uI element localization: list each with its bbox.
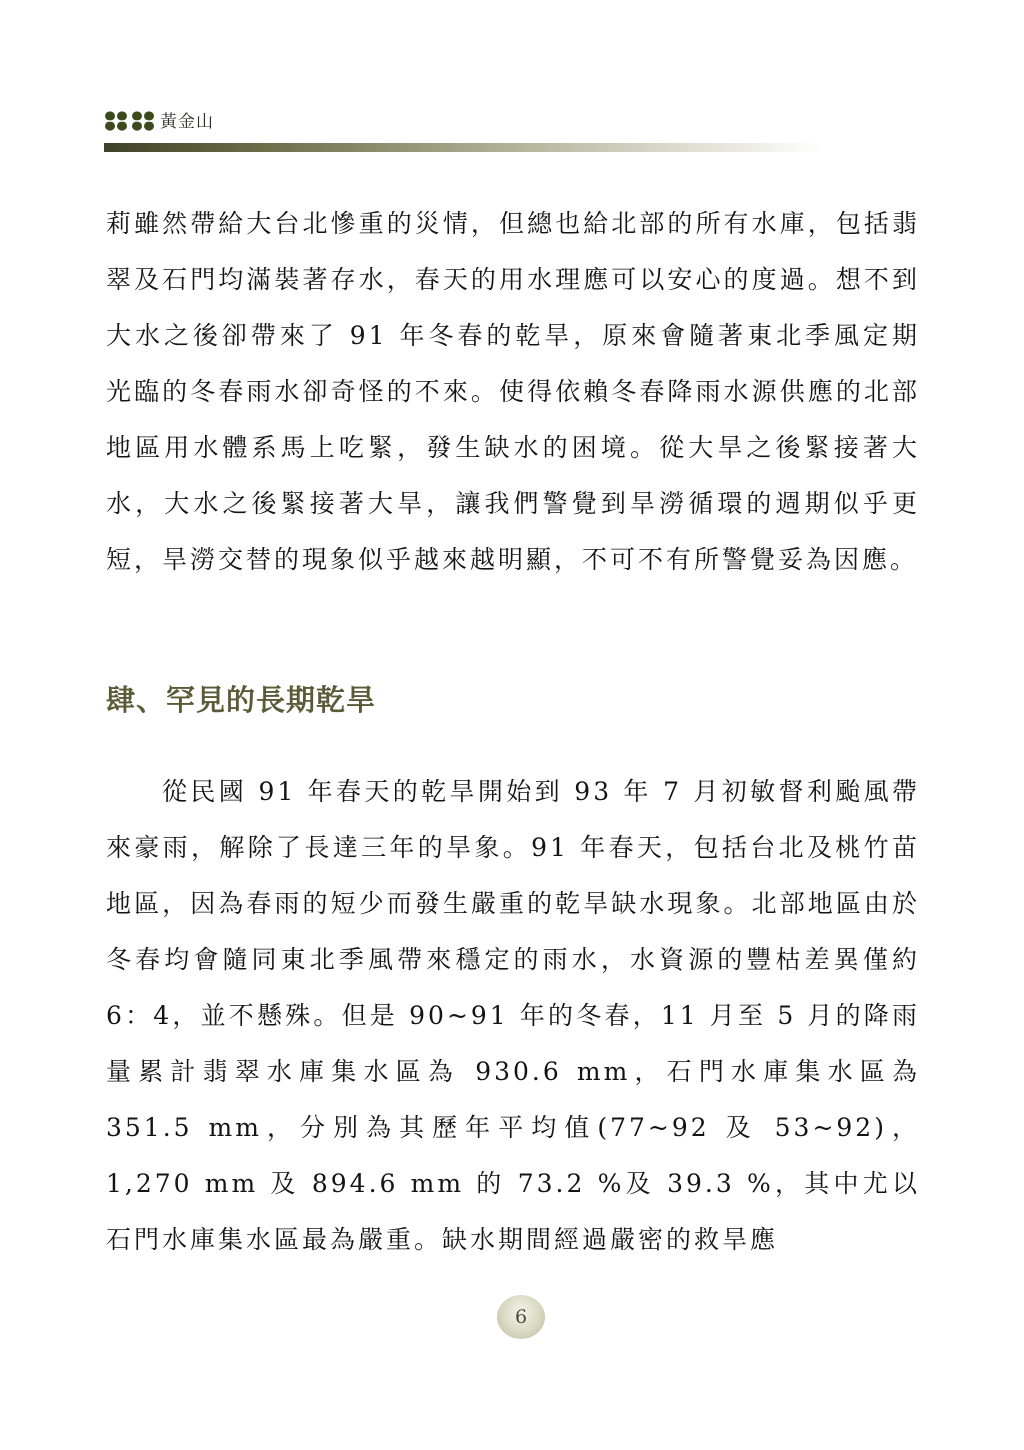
section-heading: 肆、罕見的長期乾旱 [106,683,377,717]
page-number: 6 [497,1295,545,1339]
header-divider [104,143,824,152]
header-author-name: 黃金山 [160,112,214,132]
page-header [104,104,804,144]
body-paragraph-1: 莉雖然帶給大台北慘重的災情，但總也給北部的所有水庫，包括翡翠及石門均滿裝著存水，春天的用水理應可以安心的度過。想不到大水之後卻帶來了 91 年冬春的乾旱，原來會隨著東北季風定期光臨的冬春雨水卻奇怪的不來。使得依賴冬春降雨水源供應的北部地區用水體系馬上吃緊，發生缺水的困境。從大旱之後緊接著大水，大水之後緊接著大旱，讓我們警覺到旱澇循環的週期似乎更短，旱澇交替的現象似乎越來越明顯，不可不有所警覺妥為因應。 [106,209,920,574]
four-leaf-logo-icon [104,110,158,132]
body-paragraph-2: 從民國 91 年春天的乾旱開始到 93 年 7 月初敏督利颱風帶來豪雨，解除了長達三年的旱象。91 年春天，包括台北及桃竹苗地區，因為春雨的短少而發生嚴重的乾旱缺水現象。北部地區由於冬春均會隨同東北季風帶來穩定的雨水，水資源的豐枯差異僅約 6：4，並不懸殊。但是 90~91 年的冬春，11 月至 5 月的降雨量累計翡翠水庫集水區為 930.6 mm，石門水庫集水區為 351.5 mm，分別為其歷年平均值(77~92 及 53~92)，1,270 mm 及 894.6 mm 的 73.2 %及 39.3 %，其中尤以石門水庫集水區最為嚴重。缺水期間經過嚴密的救旱應 [106,777,920,1254]
